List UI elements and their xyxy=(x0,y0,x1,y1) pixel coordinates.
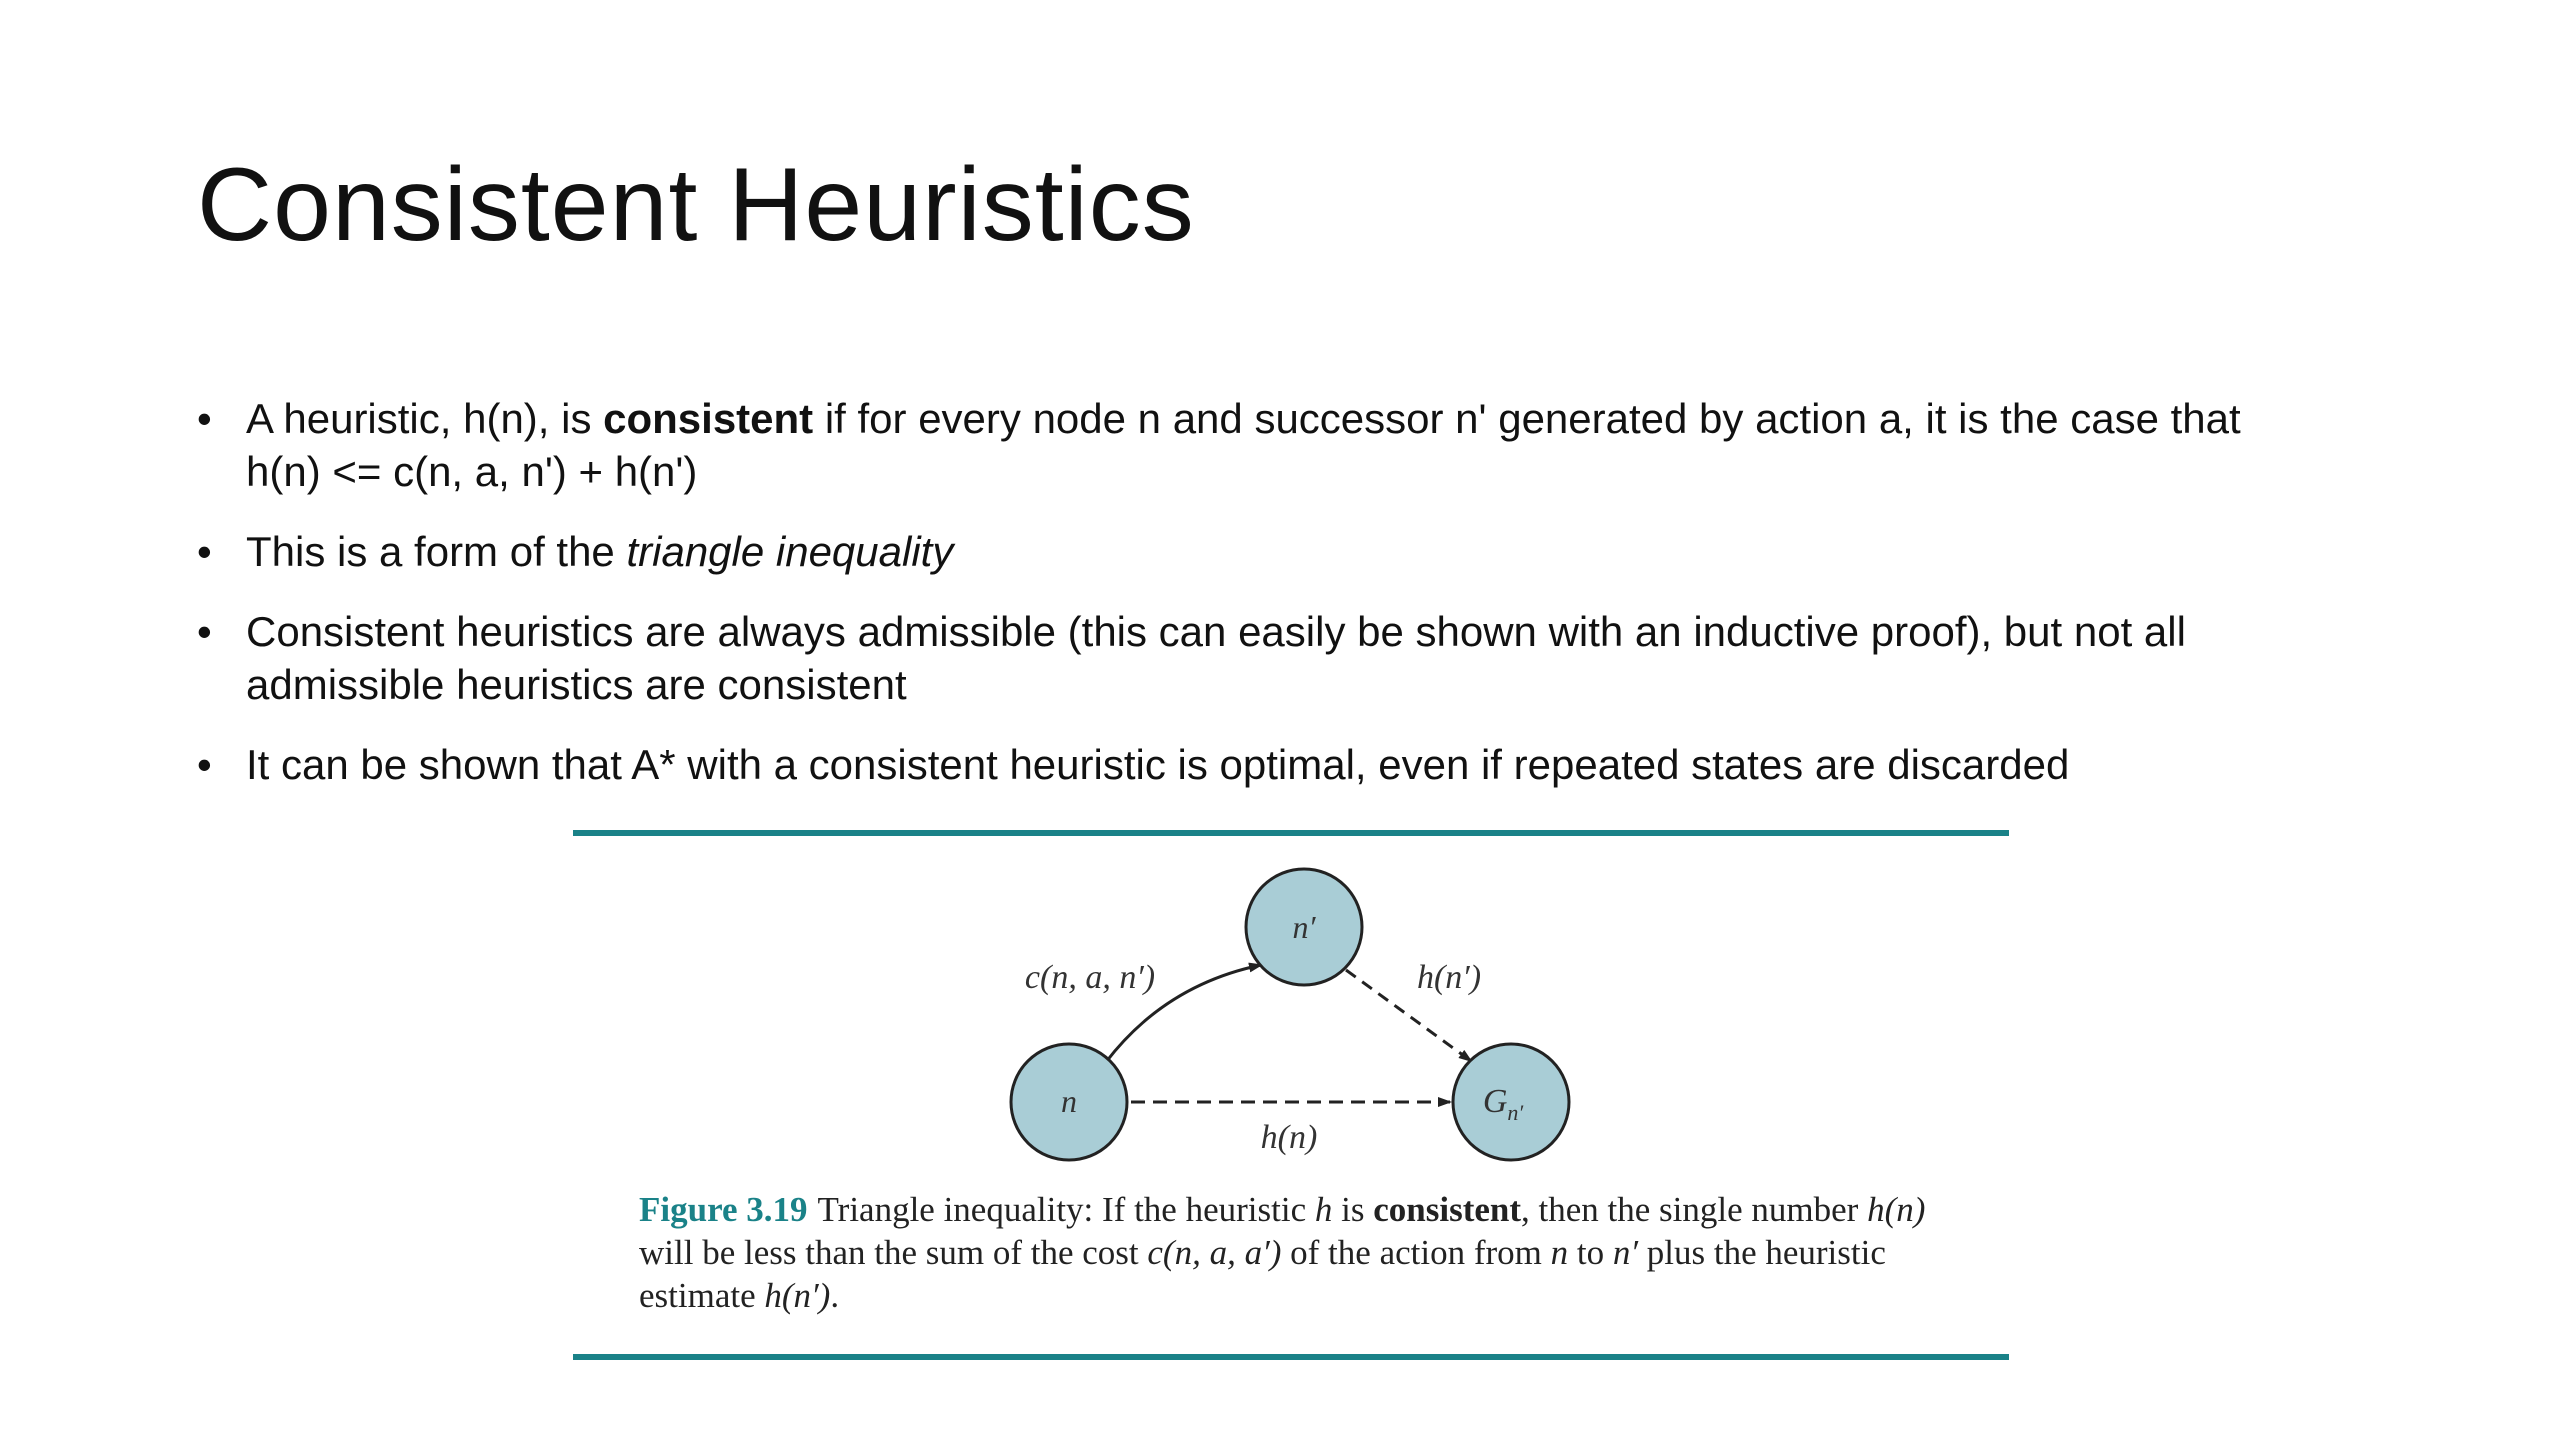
bullet-text: It can be shown that A* with a consistent heuristic is optimal, even if repeated states are discarded xyxy=(246,741,2070,788)
caption-text: , then the single number xyxy=(1521,1190,1868,1229)
caption-text: plus the heuristic estimate xyxy=(639,1233,1886,1315)
caption-text: to xyxy=(1568,1233,1613,1272)
figure-bottom-rule xyxy=(573,1354,2009,1360)
caption-math: h(n′) xyxy=(764,1276,831,1315)
slide-title: Consistent Heuristics xyxy=(197,147,1195,263)
bullet-formula: h(n) <= c(n, a, n') + h(n') xyxy=(246,448,698,495)
edge-h-n-prime-label: h(n′) xyxy=(1416,959,1482,996)
caption-math: c(n, a, a′) xyxy=(1147,1233,1282,1272)
caption-math: n′ xyxy=(1612,1233,1639,1272)
figure-caption xyxy=(639,1188,1959,1317)
figure-label: Figure 3.19 xyxy=(639,1190,808,1229)
node-n-label: n xyxy=(1061,1083,1077,1119)
caption-text: will be less than the sum of the cost xyxy=(639,1233,1148,1272)
edge-cost-label: c(n, a, n′) xyxy=(1024,959,1156,996)
bullet-text: A heuristic, h(n), is xyxy=(246,395,604,442)
bullet-item xyxy=(197,525,2377,578)
caption-text: is xyxy=(1332,1190,1374,1229)
bullet-item xyxy=(197,738,2377,791)
node-goal-letter: G xyxy=(1482,1083,1508,1120)
caption-math: h(n) xyxy=(1867,1190,1926,1229)
bullet-dot: • xyxy=(197,395,212,442)
caption-text: . xyxy=(830,1276,840,1315)
bullet-item xyxy=(197,605,2377,711)
caption-math: h xyxy=(1314,1190,1333,1229)
caption-text: of the action from xyxy=(1281,1233,1551,1272)
triangle-inequality-diagram xyxy=(573,830,2009,1190)
bullet-text: if for every node n and successor n' generated by action a, it is the case that xyxy=(813,395,2241,442)
bullet-list xyxy=(197,392,2377,818)
bullet-emphasis: triangle inequality xyxy=(626,528,954,575)
caption-math: n xyxy=(1550,1233,1569,1272)
caption-text: Triangle inequality: If the heuristic xyxy=(817,1190,1315,1229)
bullet-text: This is a form of the xyxy=(246,528,627,575)
bullet-dot: • xyxy=(197,608,212,655)
bullet-dot: • xyxy=(197,528,212,575)
node-n-prime-label: n′ xyxy=(1292,909,1316,945)
bullet-item xyxy=(197,392,2377,498)
bullet-text: Consistent heuristics are always admissible (this can easily be shown with an inductive proof), but not all admissible heuristics are consistent xyxy=(246,608,2186,708)
bullet-dot: • xyxy=(197,741,212,788)
caption-emphasis: consistent xyxy=(1373,1190,1522,1229)
node-goal-subscript: n′ xyxy=(1507,1100,1524,1125)
bullet-emphasis: consistent xyxy=(603,395,814,442)
figure-3-19 xyxy=(573,830,2009,1367)
edge-h-n-label: h(n) xyxy=(1260,1119,1318,1156)
